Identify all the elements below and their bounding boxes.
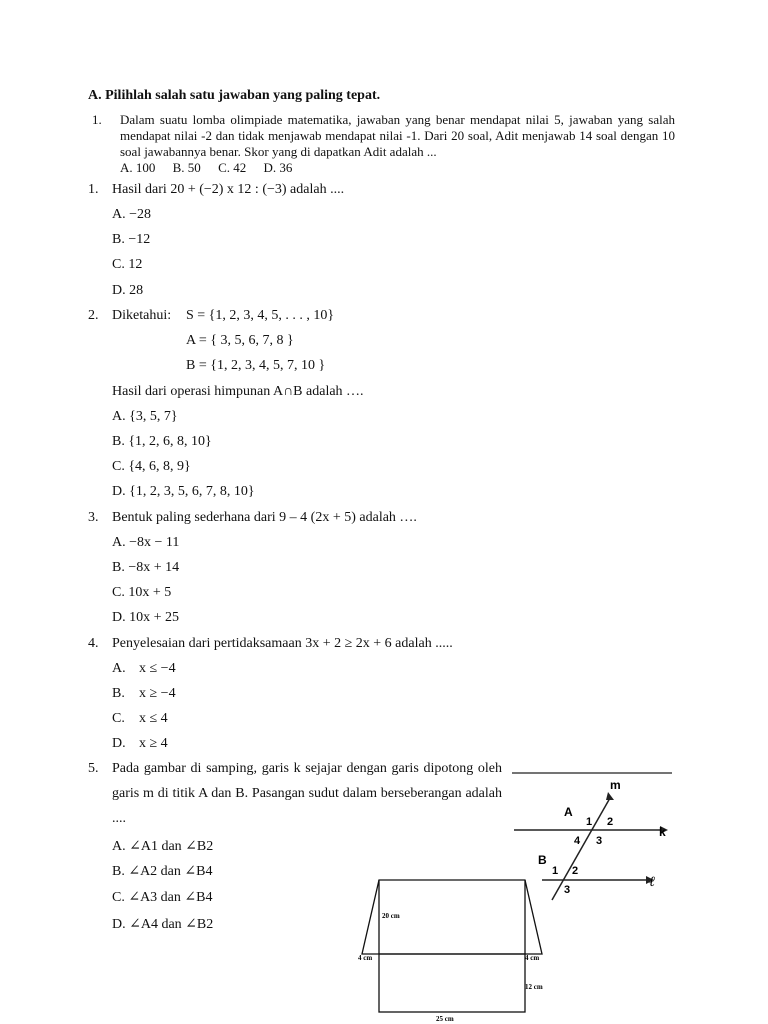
q3-number: 3. [88,510,99,525]
label-k: k [659,825,666,839]
angle-b3: 3 [564,884,571,896]
intro-text: Dalam suatu lomba olimpiade matematika, jawaban yang benar mendapat nilai 5, jawaban yang salah mendapat nilai -2 dan tidak menjawab mendapat nilai -1. Dari 20 soal, Adit menjawab 14 soal dengan 10 soal jawabannya benar. Skor yang di dapatkan Adit adalah ... [120,112,675,159]
label-4cm-right: 4 cm [525,954,540,962]
angle-b1: 1 [552,865,559,877]
q2-known-label: Diketahui: [112,308,172,323]
label-l: ℓ [649,875,655,890]
label-point-a: A [564,805,573,819]
q2-set-s: S = {1, 2, 3, 4, 5, . . . , 10} [186,308,335,323]
q4-option-b-letter: B. [112,686,125,701]
intro-option: D. 36 [263,160,293,175]
q3-text: Bentuk paling sederhana dari 9 – 4 (2x + 5) adalah …. [112,510,417,525]
q1-option-c: C. 12 [112,257,143,272]
q5-option-a: A. ∠A1 dan ∠B2 [112,839,214,854]
q4-option-c-letter: C. [112,711,125,726]
q2-option-a: A. {3, 5, 7} [112,409,178,424]
angle-b2: 2 [572,865,579,877]
trapezoid-net-figure [348,872,558,1024]
angle-a2: 2 [607,816,614,828]
q2-set-b: B = {1, 2, 3, 4, 5, 7, 10 } [186,358,326,373]
q1-option-b: B. −12 [112,232,151,247]
label-m: m [610,778,621,792]
intro-options [120,160,306,176]
q4-option-b: x ≥ −4 [139,686,176,701]
intro-option: A. 100 [120,160,156,175]
q4-option-a-letter: A. [112,661,126,676]
label-4cm-left: 4 cm [358,954,373,962]
q2-question: Hasil dari operasi himpunan A∩B adalah …. [112,384,364,399]
intro-option: C. 42 [218,160,247,175]
q3-option-c: C. 10x + 5 [112,585,172,600]
label-20cm: 20 cm [382,912,400,920]
q2-option-c: C. {4, 6, 8, 9} [112,459,191,474]
q3-option-a: A. −8x − 11 [112,535,180,550]
q1-text: Hasil dari 20 + (−2) x 12 : (−3) adalah .... [112,182,345,197]
q1-number: 1. [88,182,99,197]
q5-option-d: D. ∠A4 dan ∠B2 [112,917,214,932]
q3-option-d: D. 10x + 25 [112,610,180,625]
q1-option-a: A. −28 [112,207,152,222]
rectangle-base [379,954,525,1012]
q1-option-d: D. 28 [112,283,144,298]
angle-a3: 3 [596,835,603,847]
label-25cm: 25 cm [436,1015,454,1023]
q2-option-b: B. {1, 2, 6, 8, 10} [112,434,212,449]
q5-option-c: C. ∠A3 dan ∠B4 [112,890,213,905]
angle-a4: 4 [574,835,581,847]
intro-option: B. 50 [172,160,201,175]
q5-number: 5. [88,761,99,776]
q2-set-a: A = { 3, 5, 6, 7, 8 } [186,333,294,348]
q4-text: Penyelesaian dari pertidaksamaan 3x + 2 ≥ 2x + 6 adalah ..... [112,636,453,651]
q2-number: 2. [88,308,99,323]
label-point-b: B [538,853,547,867]
q3-option-b: B. −8x + 14 [112,560,180,575]
q2-option-d: D. {1, 2, 3, 5, 6, 7, 8, 10} [112,484,255,499]
line-m [552,798,610,900]
q4-option-d: x ≥ 4 [139,736,168,751]
angle-a1: 1 [586,816,593,828]
intro-number: 1. [92,112,102,127]
label-12cm: 12 cm [525,983,543,991]
q5-text: Pada gambar di samping, garis k sejajar dengan garis dipotong oleh garis m di titik A dan B. Pasangan sudut dalam berseberangan adalah .... [112,761,502,826]
section-heading: A. Pilihlah salah satu jawaban yang paling tepat. [88,88,381,103]
q4-option-d-letter: D. [112,736,126,751]
line-m-arrowhead [606,792,614,800]
q5-option-b: B. ∠A2 dan ∠B4 [112,864,213,879]
q4-option-a: x ≤ −4 [139,661,176,676]
q4-number: 4. [88,636,99,651]
q4-option-c: x ≤ 4 [139,711,168,726]
